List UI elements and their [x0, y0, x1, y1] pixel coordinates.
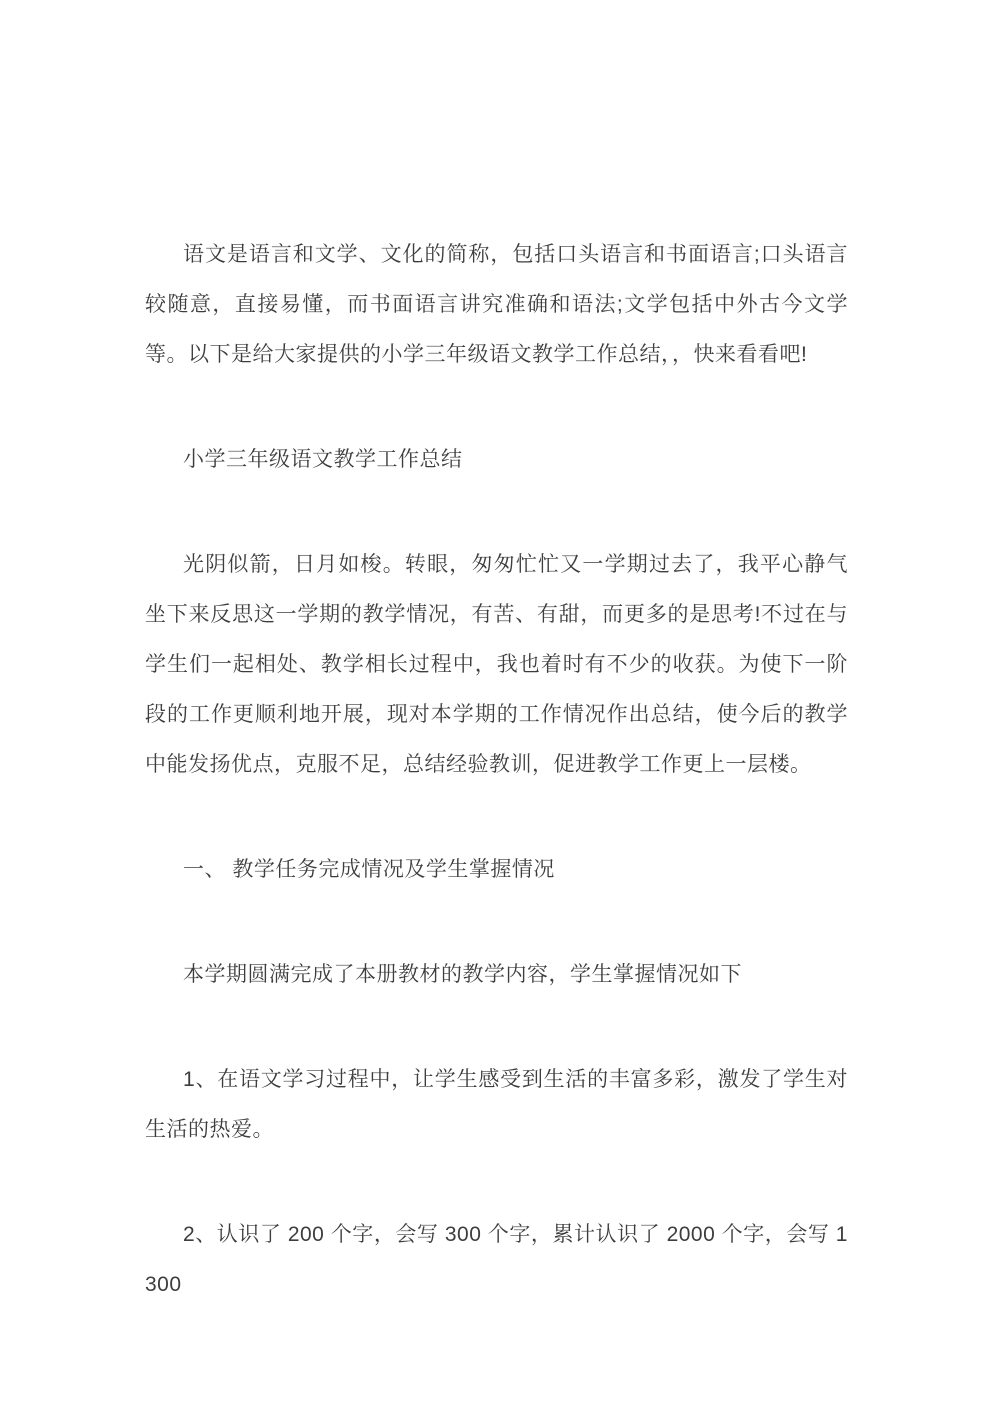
list-item-2: 2、认识了 200 个字，会写 300 个字，累计认识了 2000 个字，会写 1300 — [145, 1223, 848, 1296]
section-intro-paragraph: 本学期圆满完成了本册教材的教学内容，学生掌握情况如下 — [183, 963, 742, 986]
opening-paragraph: 光阴似箭，日月如梭。转眼，匆匆忙忙又一学期过去了，我平心静气坐下来反思这一学期的教学情况，有苦、有甜，而更多的是思考!不过在与学生们一起相处、教学相长过程中，我也着时有不少的收获。为使下一阶段的工作更顺利地开展，现对本学期的工作情况作出总结，使今后的教学中能发扬优点，克服不足，总结经验教训，促进教学工作更上一层楼。 — [145, 553, 848, 776]
list-item-1: 1、在语文学习过程中，让学生感受到生活的丰富多彩，激发了学生对生活的热爱。 — [145, 1068, 848, 1141]
document-title: 小学三年级语文教学工作总结 — [183, 448, 463, 471]
document-content — [145, 230, 848, 1310]
section-heading-1: 一、 教学任务完成情况及学生掌握情况 — [183, 858, 555, 881]
intro-paragraph: 语文是语言和文学、文化的简称，包括口头语言和书面语言;口头语言较随意，直接易懂，而书面语言讲究准确和语法;文学包括中外古今文学等。以下是给大家提供的小学三年级语文教学工作总结，，快来看看吧! — [145, 243, 848, 366]
